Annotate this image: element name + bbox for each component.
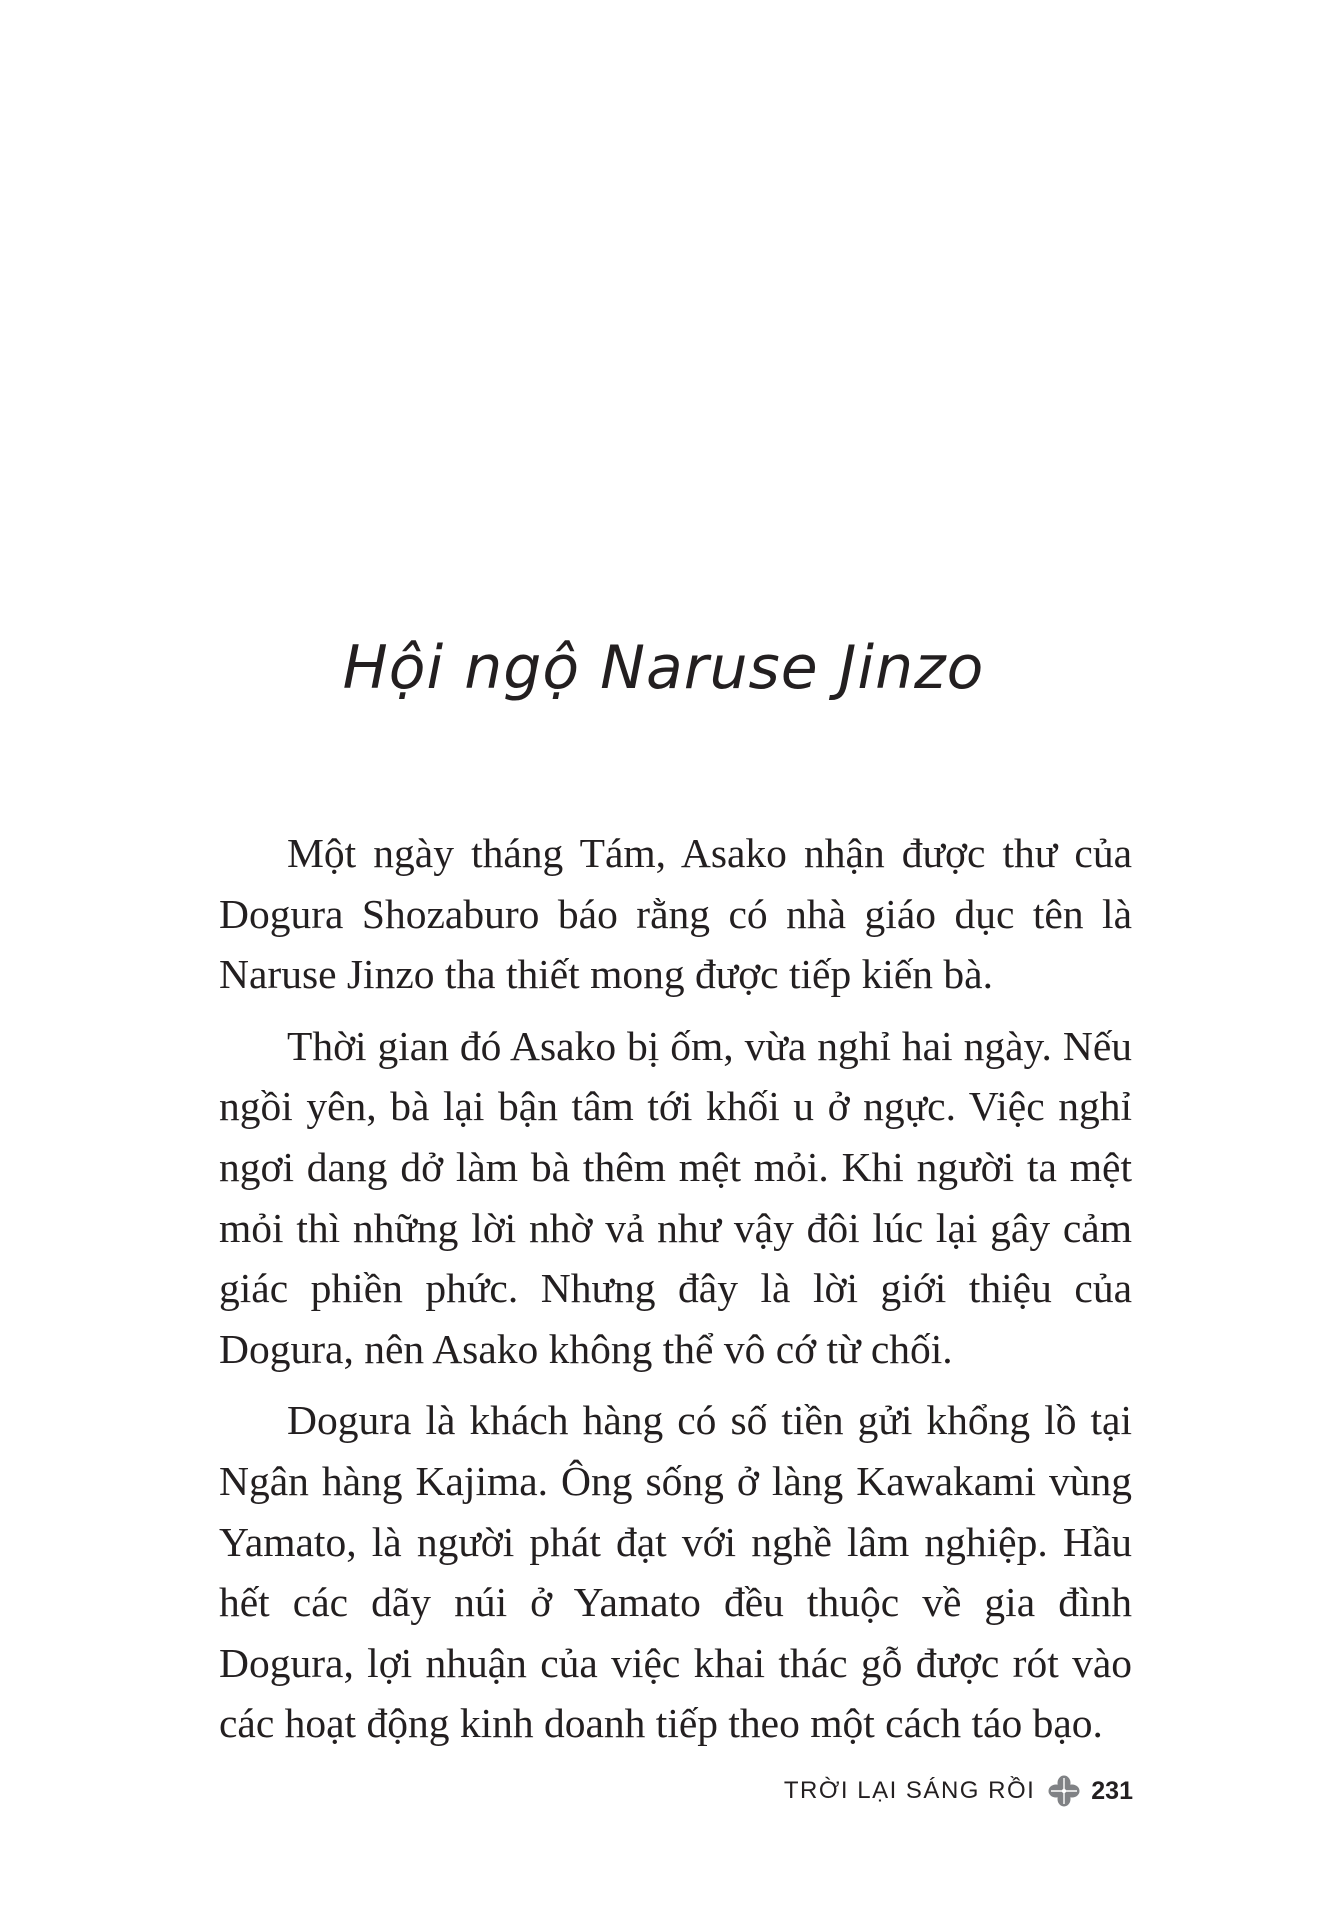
paragraph-1: Một ngày tháng Tám, Asako nhận được thư của Dogura Shozaburo báo rằng có nhà giáo dục tên là Naruse Jinzo tha thiết mong được tiếp kiến bà. xyxy=(219,830,1132,998)
chapter-title: Hội ngộ Naruse Jinzo xyxy=(342,633,985,703)
page-number: 231 xyxy=(1091,1776,1133,1805)
clover-icon xyxy=(1047,1774,1081,1808)
running-book-title: TRỜI LẠI SÁNG RỒI xyxy=(783,1777,1036,1804)
paragraph-2: Thời gian đó Asako bị ốm, vừa nghỉ hai ngày. Nếu ngồi yên, bà lại bận tâm tới khối u ở ngực. Việc nghỉ ngơi dang dở làm bà thêm mệt mỏi. Khi người ta mệt mỏi thì những lời nhờ vả như vậy đôi lúc lại gây cảm giác phiền phức. Nhưng đây là lời giới thiệu của Dogura, nên Asako không thể vô cớ từ chối. xyxy=(219,1022,1132,1372)
paragraph-3: Dogura là khách hàng có số tiền gửi khổng lồ tại Ngân hàng Kajima. Ông sống ở làng Kawakami vùng Yamato, là người phát đạt với nghề lâm nghiệp. Hầu hết các dãy núi ở Yamato đều thuộc về gia đình Dogura, lợi nhuận của việc khai thác gỗ được rót vào các hoạt động kinh doanh tiếp theo một cách táo bạo. xyxy=(219,1397,1132,1747)
running-footer xyxy=(700,1773,1133,1809)
body-text xyxy=(219,823,1132,1765)
